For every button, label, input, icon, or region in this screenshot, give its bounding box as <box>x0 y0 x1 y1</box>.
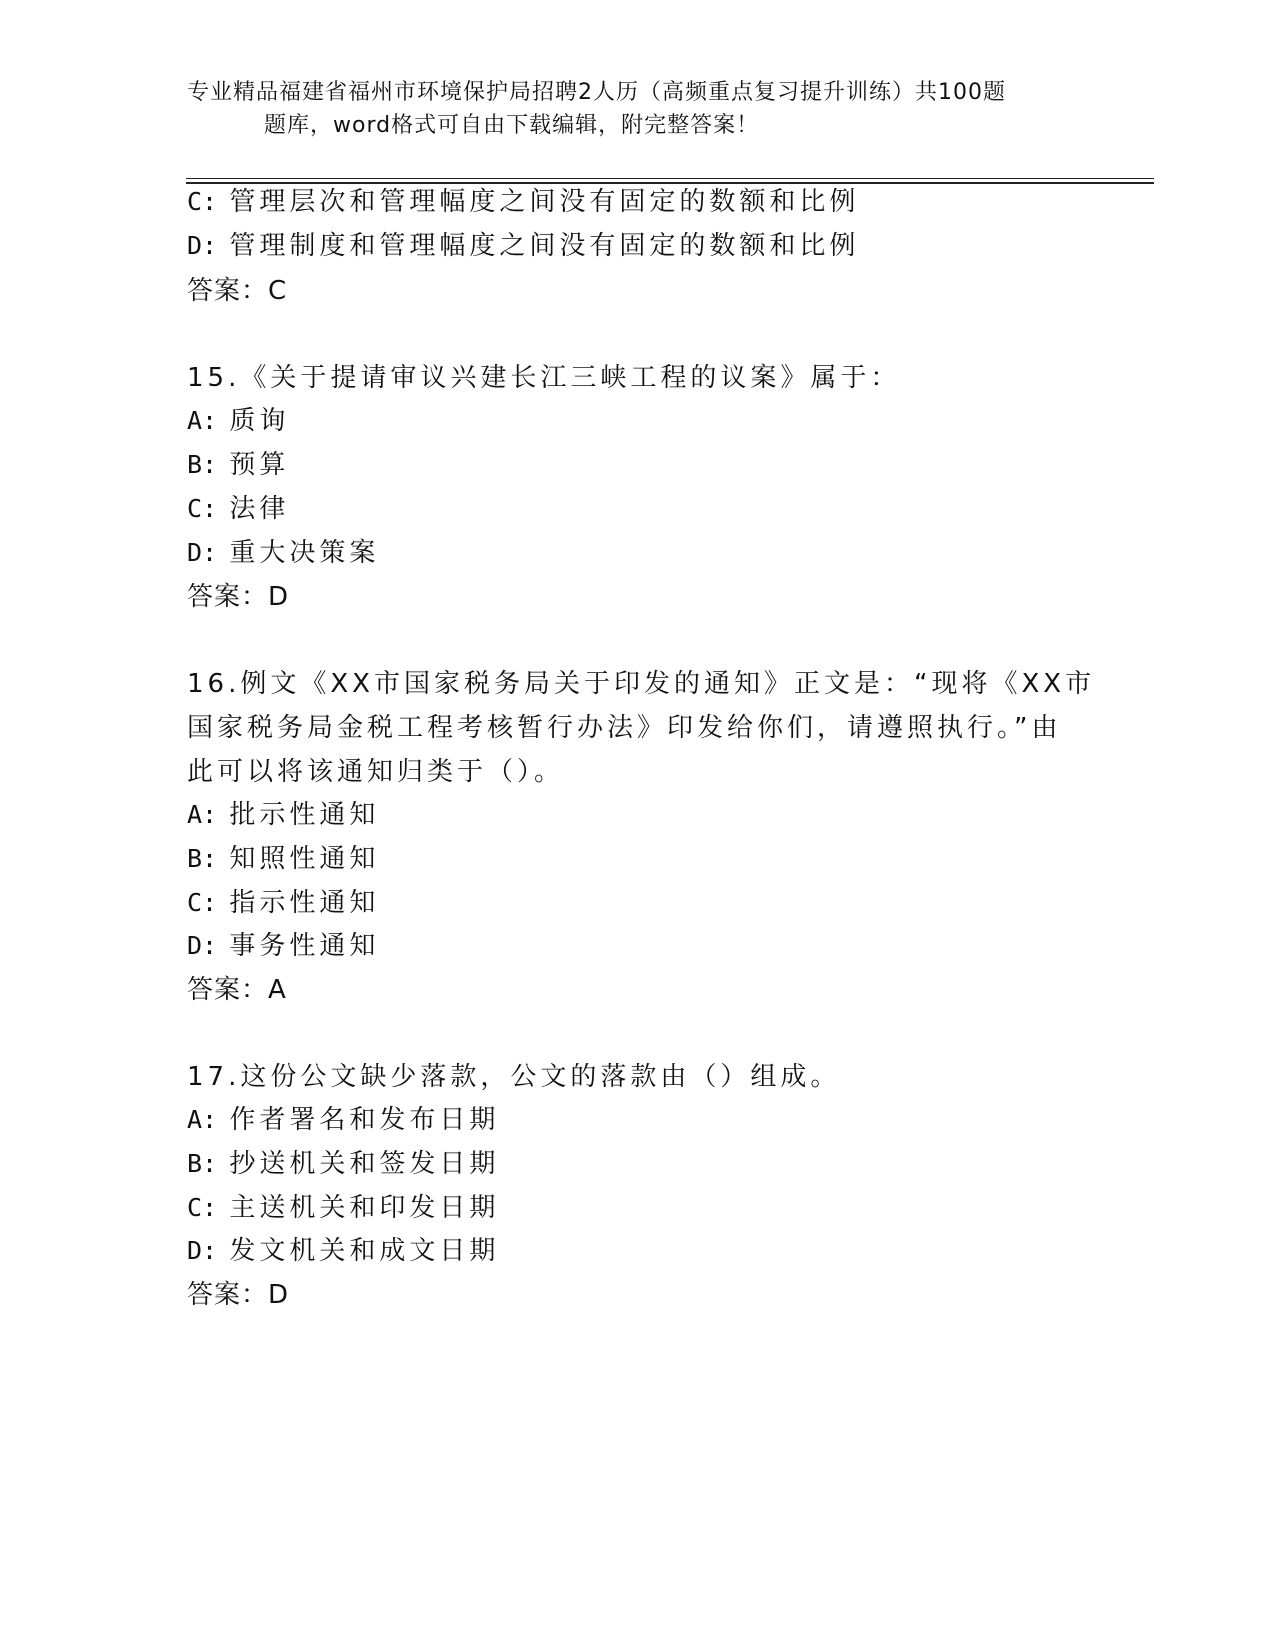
answer-q17: 答案：D <box>187 1280 290 1310</box>
option-text: 管理制度和管理幅度之间没有固定的数额和比例 <box>229 231 860 261</box>
option-text: 重大决策案 <box>229 538 380 568</box>
document-title: 专业精品福建省福州市环境保护局招聘2人历（高频重点复习提升训练）共100题 <box>187 80 1006 105</box>
option-letter: C: <box>187 888 218 917</box>
answer-q16: 答案：A <box>187 975 287 1005</box>
option-text: 指示性通知 <box>229 888 380 918</box>
option-a <box>187 1103 499 1137</box>
option-d <box>187 229 859 263</box>
option-text: 批示性通知 <box>229 800 380 830</box>
option-c <box>187 185 859 219</box>
option-text: 预算 <box>229 450 290 480</box>
option-c <box>187 886 379 920</box>
option-letter: C: <box>187 187 218 216</box>
option-letter: D: <box>187 231 218 260</box>
option-b <box>187 448 289 482</box>
option-text: 质询 <box>229 406 290 436</box>
header-divider-thin <box>186 178 1154 179</box>
question-stem-15: 15.《关于提请审议兴建长江三峡工程的议案》属于： <box>187 363 901 393</box>
option-letter: D: <box>187 1236 218 1265</box>
option-letter: B: <box>187 844 218 873</box>
option-d <box>187 929 379 963</box>
option-letter: B: <box>187 1149 218 1178</box>
option-d <box>187 536 379 570</box>
answer-q15: 答案：D <box>187 582 290 612</box>
option-letter: D: <box>187 931 218 960</box>
option-c <box>187 492 289 526</box>
option-a <box>187 404 289 438</box>
option-text: 管理层次和管理幅度之间没有固定的数额和比例 <box>229 187 860 217</box>
question-stem-17: 17.这份公文缺少落款，公文的落款由（）组成。 <box>187 1062 841 1092</box>
option-text: 法律 <box>229 494 290 524</box>
option-c <box>187 1191 499 1225</box>
option-b <box>187 1147 499 1181</box>
option-text: 事务性通知 <box>229 931 380 961</box>
question-stem-16-line2: 国家税务局金税工程考核暂行办法》印发给你们，请遵照执行。”由 <box>187 713 1062 743</box>
option-a <box>187 798 379 832</box>
option-letter: A: <box>187 406 218 435</box>
option-d <box>187 1234 499 1268</box>
option-text: 知照性通知 <box>229 844 380 874</box>
option-text: 抄送机关和签发日期 <box>229 1149 500 1179</box>
option-letter: B: <box>187 450 218 479</box>
option-letter: C: <box>187 1193 218 1222</box>
document-subtitle: 题库，word格式可自由下载编辑，附完整答案！ <box>264 113 760 138</box>
option-letter: D: <box>187 538 218 567</box>
option-text: 主送机关和印发日期 <box>229 1193 500 1223</box>
option-text: 作者署名和发布日期 <box>229 1105 500 1135</box>
question-stem-16-line3: 此可以将该通知归类于（）。 <box>187 757 565 787</box>
answer-q14: 答案：C <box>187 276 288 306</box>
option-letter: C: <box>187 494 218 523</box>
option-letter: A: <box>187 800 218 829</box>
option-letter: A: <box>187 1105 218 1134</box>
option-text: 发文机关和成文日期 <box>229 1236 500 1266</box>
option-b <box>187 842 379 876</box>
header-divider-thick <box>186 182 1154 184</box>
question-stem-16-line1: 16.例文《XX市国家税务局关于印发的通知》正文是：“现将《XX市 <box>187 669 1096 699</box>
